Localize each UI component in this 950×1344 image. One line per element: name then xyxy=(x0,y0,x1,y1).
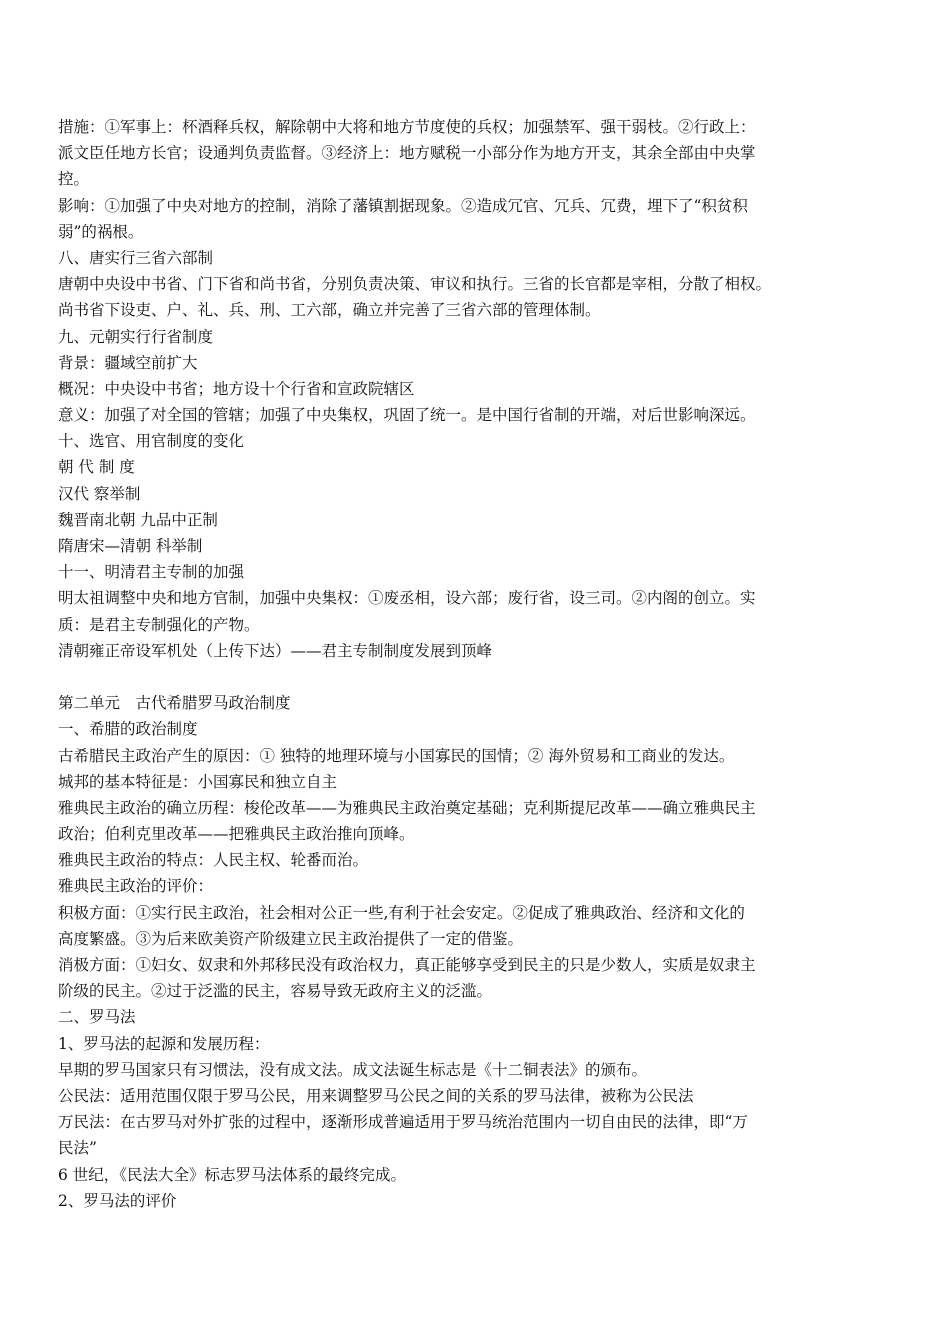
text-line: 措施：①军事上：杯酒释兵权，解除朝中大将和地方节度使的兵权；加强禁军、强干弱枝。②行政上： xyxy=(58,118,756,136)
section-heading: 九、元朝实行行省制度 xyxy=(58,327,214,346)
text-line: 古希腊民主政治产生的原因：① 独特的地理环境与小国寡民的国情；② 海外贸易和工商业的发达。 xyxy=(58,746,735,765)
text-line: 概况：中央设中书省；地方设十个行省和宣政院辖区 xyxy=(58,379,415,398)
text-line: 尚书省下设吏、户、礼、兵、刑、工六部，确立并完善了三省六部的管理体制。 xyxy=(58,301,601,320)
text-line: 民法” xyxy=(58,1139,97,1158)
text-line: 6 世纪，《民法大全》标志罗马法体系的最终完成。 xyxy=(58,1165,407,1184)
text-line: 影响：①加强了中央对地方的控制，消除了藩镇割据现象。②造成冗官、冗兵、冗费，埋下了“积贫积 xyxy=(58,196,748,215)
text-line: 唐朝中央设中书省、门下省和尚书省，分别负责决策、审议和执行。三省的长官都是宰相，分散了相权。 xyxy=(58,275,772,294)
subsection-heading: 2、罗马法的评价 xyxy=(58,1191,177,1210)
section-heading: 一、希腊的政治制度 xyxy=(58,720,198,739)
text-line: 雅典民主政治的评价： xyxy=(58,877,214,896)
text-line: 意义：加强了对全国的管辖；加强了中央集权，巩固了统一。是中国行省制的开端，对后世影响深远。 xyxy=(58,406,756,425)
text-line: 魏晋南北朝 九品中正制 xyxy=(58,510,218,529)
text-line: 阶级的民主。②过于泛滥的民主，容易导致无政府主义的泛滥。 xyxy=(58,982,493,1001)
unit-heading: 第二单元 古代希腊罗马政治制度 xyxy=(58,694,291,713)
text-line: 弱”的祸根。 xyxy=(58,222,144,241)
text-line: 雅典民主政治的特点：人民主权、轮番而治。 xyxy=(58,851,369,870)
text-line: 积极方面：①实行民主政治，社会相对公正一些,有利于社会安定。②促成了雅典政治、经济和文化的 xyxy=(58,903,745,922)
text-line: 背景：疆域空前扩大 xyxy=(58,353,198,372)
text-line: 控。 xyxy=(58,170,90,189)
text-line: 质：是君主专制强化的产物。 xyxy=(58,615,260,634)
text-line: 万民法：在古罗马对外扩张的过程中，逐渐形成普遍适用于罗马统治范围内一切自由民的法律，即“万 xyxy=(58,1113,748,1132)
text-line: 政治；伯利克里改革——把雅典民主政治推向顶峰。 xyxy=(58,825,415,844)
text-line: 雅典民主政治的确立历程：梭伦改革——为雅典民主政治奠定基础；克利斯提尼改革——确立雅典民主 xyxy=(58,798,756,817)
text-line: 隋唐宋—清朝 科举制 xyxy=(58,537,203,555)
text-line: 清朝雍正帝设军机处（上传下达）——君主专制制度发展到顶峰 xyxy=(58,641,493,660)
text-line: 朝 代 制 度 xyxy=(58,458,135,477)
subsection-heading: 1、罗马法的起源和发展历程： xyxy=(58,1034,270,1053)
section-heading: 十、选官、用官制度的变化 xyxy=(58,432,245,451)
text-line: 高度繁盛。③为后来欧美资产阶级建立民主政治提供了一定的借鉴。 xyxy=(58,929,524,948)
section-heading: 十一、明清君主专制的加强 xyxy=(58,563,245,582)
document-body xyxy=(58,114,898,1214)
section-heading: 二、罗马法 xyxy=(58,1008,136,1027)
text-line: 城邦的基本特征是：小国寡民和独立自主 xyxy=(58,772,338,791)
text-line: 早期的罗马国家只有习惯法，没有成文法。成文法诞生标志是《十二铜表法》的颁布。 xyxy=(58,1060,648,1079)
section-heading: 八、唐实行三省六部制 xyxy=(58,248,214,267)
text-line: 派文臣任地方长官；设通判负责监督。③经济上：地方赋税一小部分作为地方开支，其余全部由中央掌 xyxy=(58,144,756,163)
text-line: 明太祖调整中央和地方官制，加强中央集权：①废丞相，设六部；废行省，设三司。②内阁的创立。实 xyxy=(58,589,756,608)
text-line: 公民法：适用范围仅限于罗马公民，用来调整罗马公民之间的关系的罗马法律，被称为公民法 xyxy=(58,1086,694,1105)
blank-line xyxy=(58,664,898,690)
text-line: 汉代 察举制 xyxy=(58,484,141,503)
text-line: 消极方面：①妇女、奴隶和外邦移民没有政治权力，真正能够享受到民主的只是少数人，实质是奴隶主 xyxy=(58,956,756,974)
